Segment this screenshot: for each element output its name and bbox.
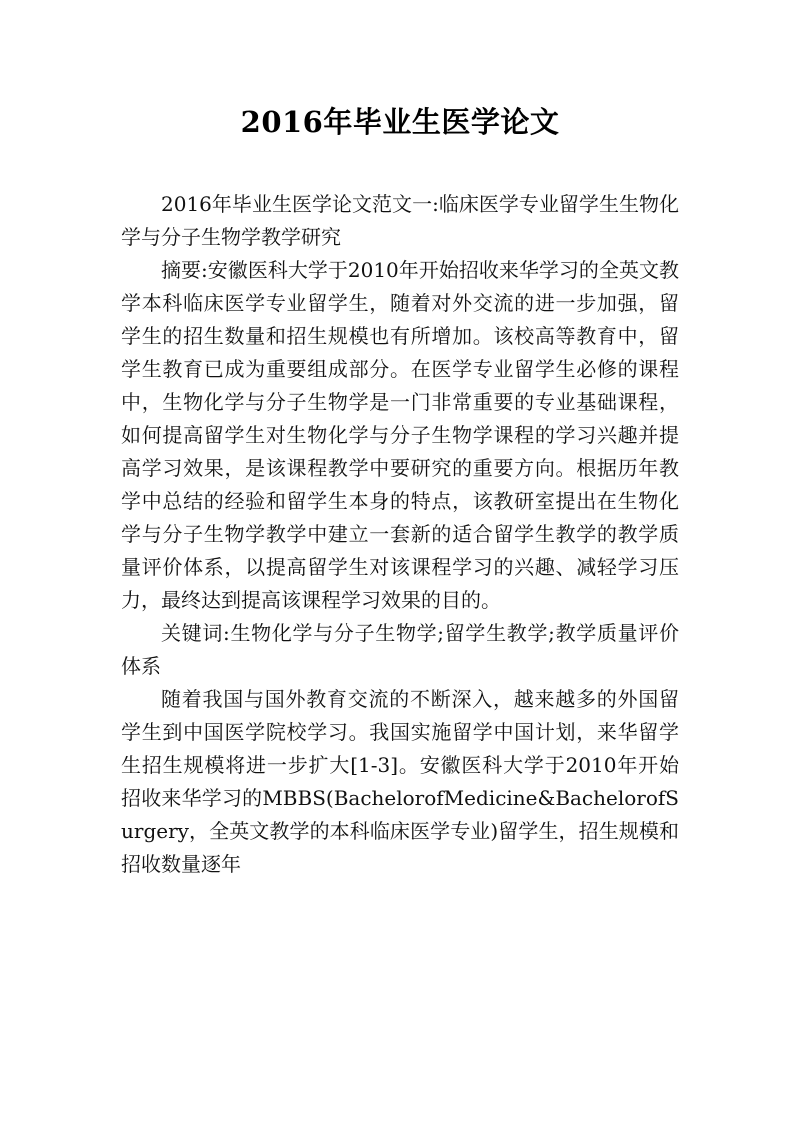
paragraph-keywords: 关键词:生物化学与分子生物学;留学生教学;教学质量评价体系	[121, 621, 679, 678]
document-body	[121, 188, 679, 881]
document-title: 2016年毕业生医学论文	[240, 105, 560, 139]
paragraph-introduction: 随着我国与国外教育交流的不断深入，越来越多的外国留学生到中国医学院校学习。我国实施留学中国计划，来华留学生招生规模将进一步扩大[1-3]。安徽医科大学于2010年开始招收来华学习的MBBS(BachelorofMedicine&BachelorofSurgery，全英文教学的本科临床医学专业)留学生，招生规模和招收数量逐年	[121, 687, 679, 876]
paragraph-abstract: 摘要:安徽医科大学于2010年开始招收来华学习的全英文教学本科临床医学专业留学生，随着对外交流的进一步加强，留学生的招生数量和招生规模也有所增加。该校高等教育中，留学生教育已成为重要组成部分。在医学专业留学生必修的课程中，生物化学与分子生物学是一门非常重要的专业基础课程，如何提高留学生对生物化学与分子生物学课程的学习兴趣并提高学习效果，是该课程教学中要研究的重要方向。根据历年教学中总结的经验和留学生本身的特点，该教研室提出在生物化学与分子生物学教学中建立一套新的适合留学生教学的教学质量评价体系，以提高留学生对该课程学习的兴趣、减轻学习压力，最终达到提高该课程学习效果的目的。	[121, 258, 679, 612]
paragraph-sample-title: 2016年毕业生医学论文范文一:临床医学专业留学生生物化学与分子生物学教学研究	[121, 192, 679, 249]
